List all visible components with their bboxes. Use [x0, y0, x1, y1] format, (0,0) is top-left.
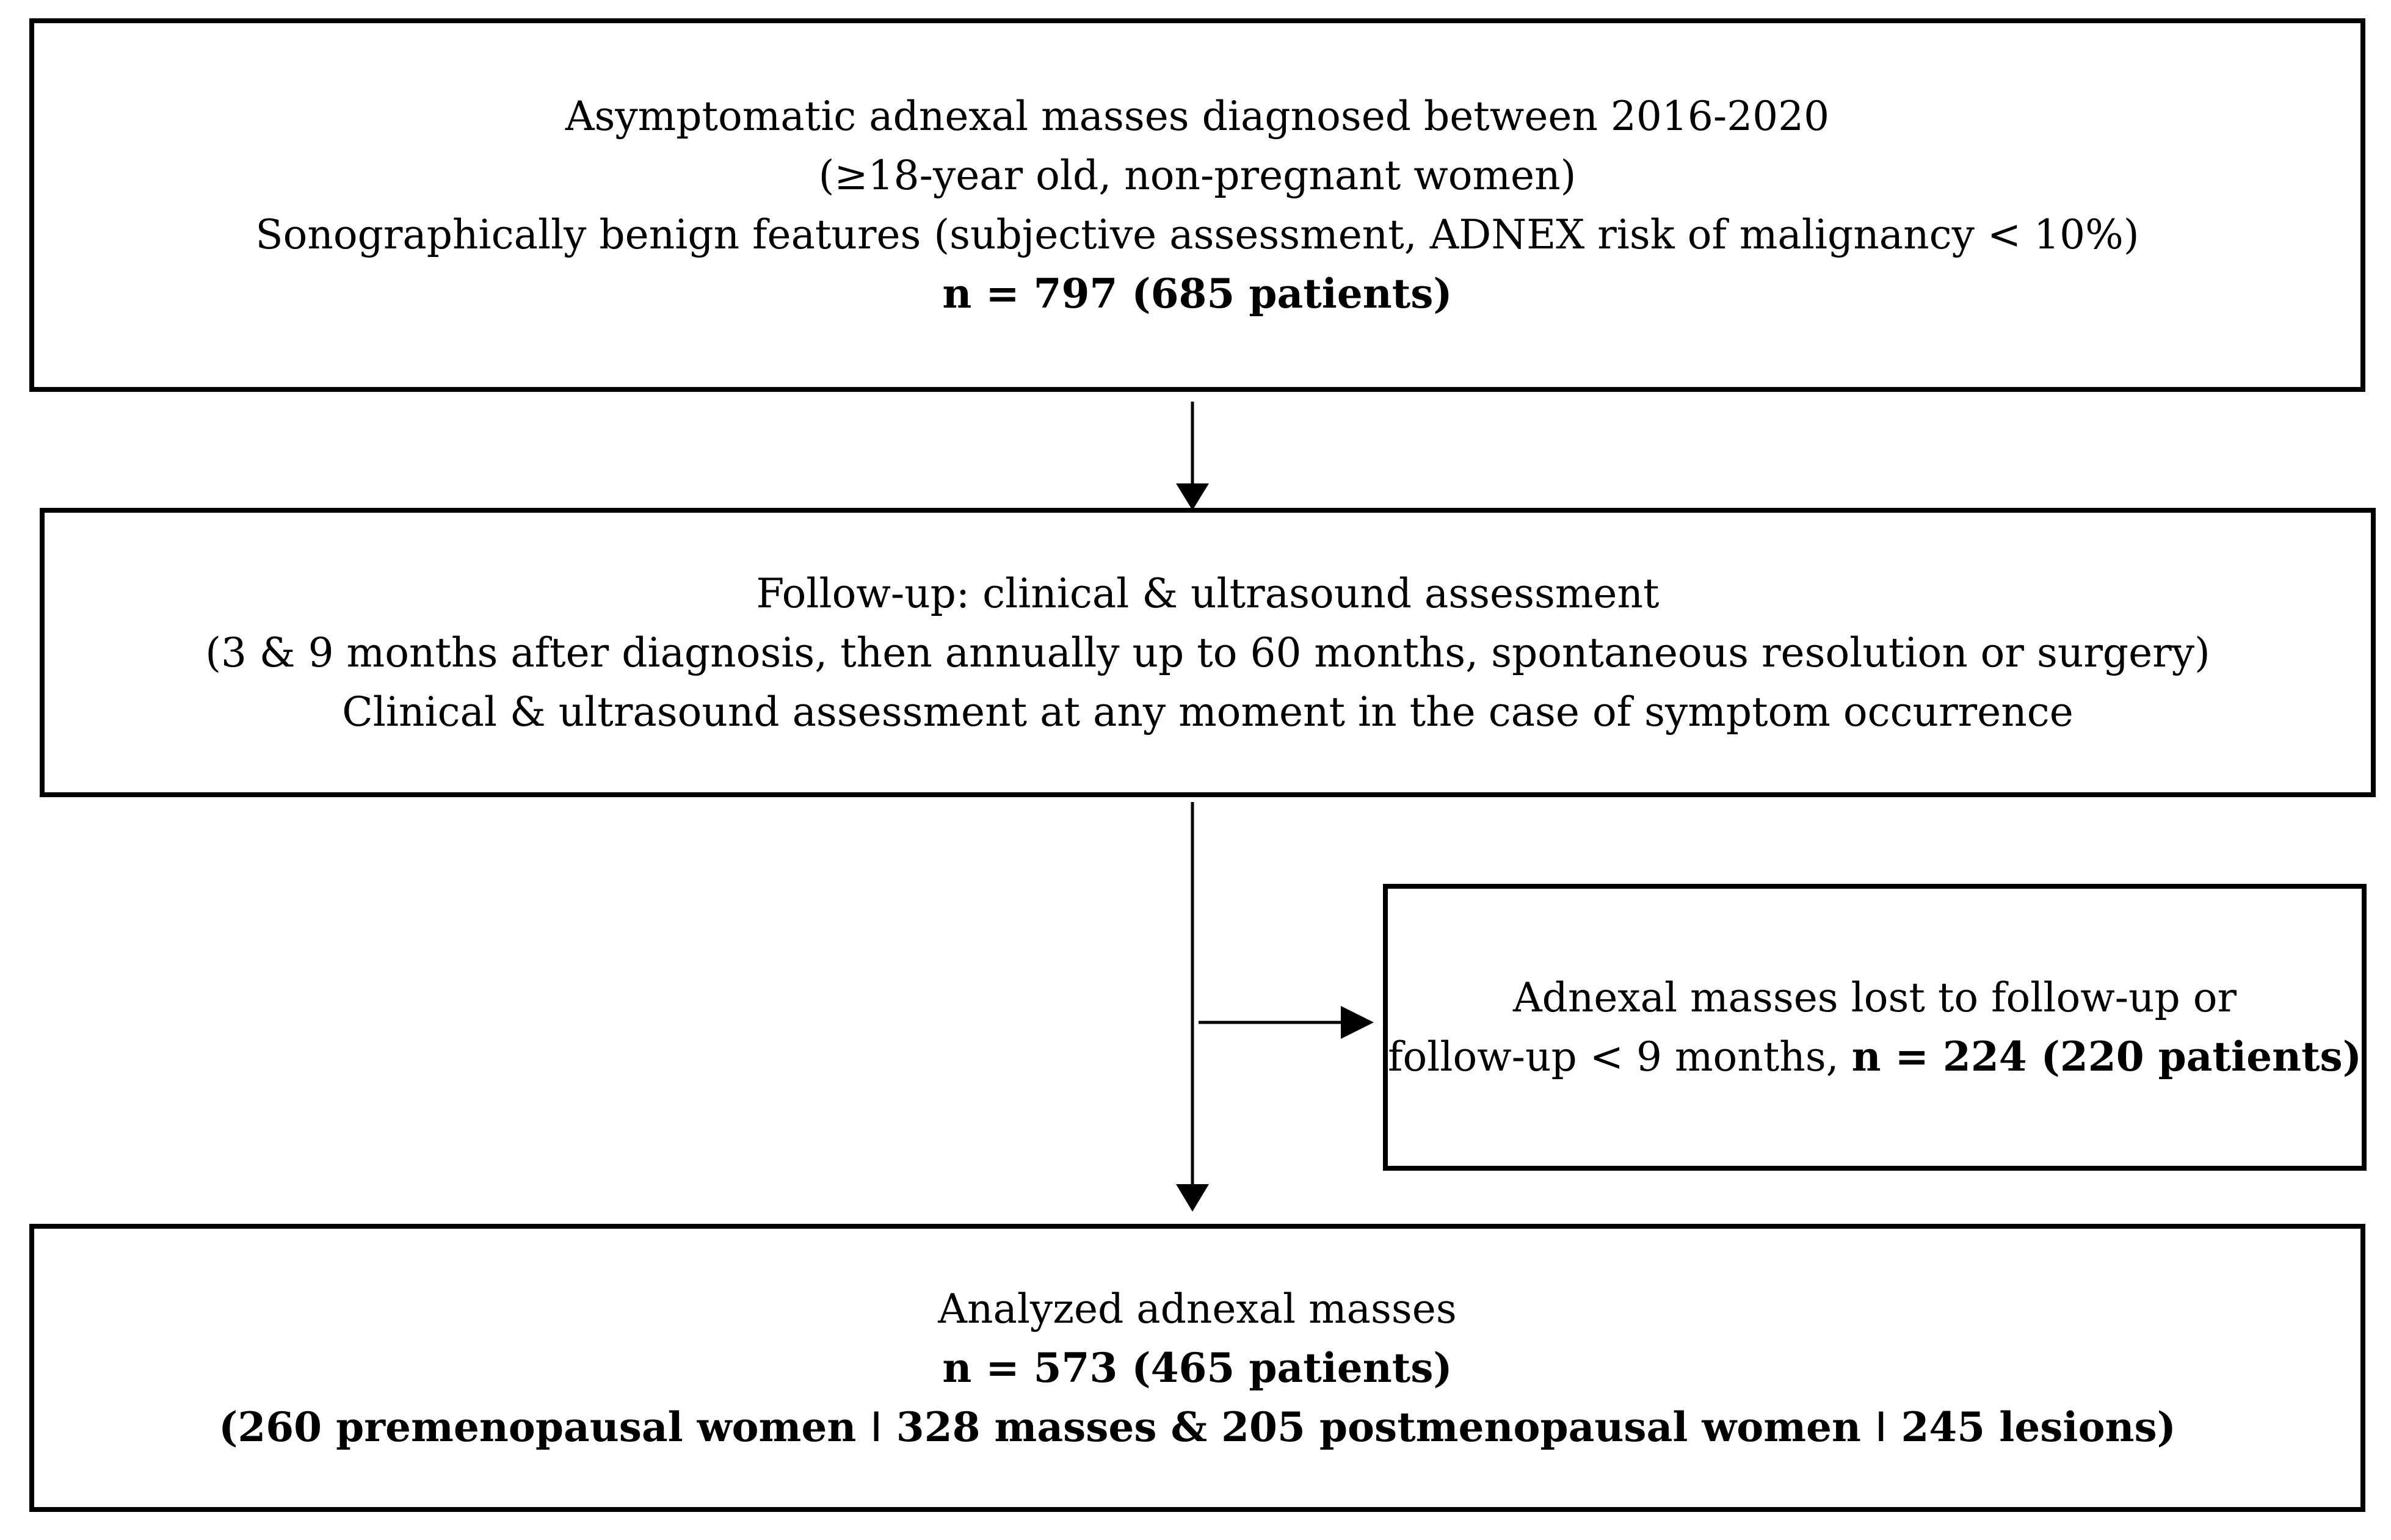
followup-title: Follow-up: clinical & ultrasound assessment: [756, 569, 1660, 617]
analyzed-breakdown: (260 premenopausal women ǀ 328 masses & 205 postmenopausal women ǀ 245 lesions): [219, 1403, 2176, 1451]
initial-cohort-features: Sonographically benign features (subjective assessment, ADNEX risk of malignancy < 10%): [255, 211, 2139, 258]
followup-schedule: (3 & 9 months after diagnosis, then annually up to 60 months, spontaneous resolution or surgery): [205, 629, 2210, 676]
excluded-text-prefix: follow-up < 9 months,: [1388, 1033, 1852, 1080]
analyzed-count: n = 573 (465 patients): [942, 1343, 1453, 1392]
followup-symptom-assessment: Clinical & ultrasound assessment at any moment in the case of symptom occurrence: [342, 688, 2074, 736]
excluded-count: n = 224 (220 patients): [1851, 1033, 2362, 1080]
initial-cohort-count: n = 797 (685 patients): [942, 270, 1453, 317]
arrow-to-excluded-head: [1341, 1006, 1374, 1039]
initial-cohort-criteria: (≥18-year old, non-pregnant women): [818, 152, 1576, 199]
arrow-initial-to-followup-head: [1176, 483, 1209, 510]
initial-cohort-title: Asymptomatic adnexal masses diagnosed between 2016-2020: [565, 93, 1830, 140]
excluded-text-line1: Adnexal masses lost to follow-up or: [1512, 974, 2237, 1021]
analyzed-title: Analyzed adnexal masses: [938, 1285, 1457, 1332]
arrow-followup-to-analyzed-head: [1176, 1184, 1209, 1212]
